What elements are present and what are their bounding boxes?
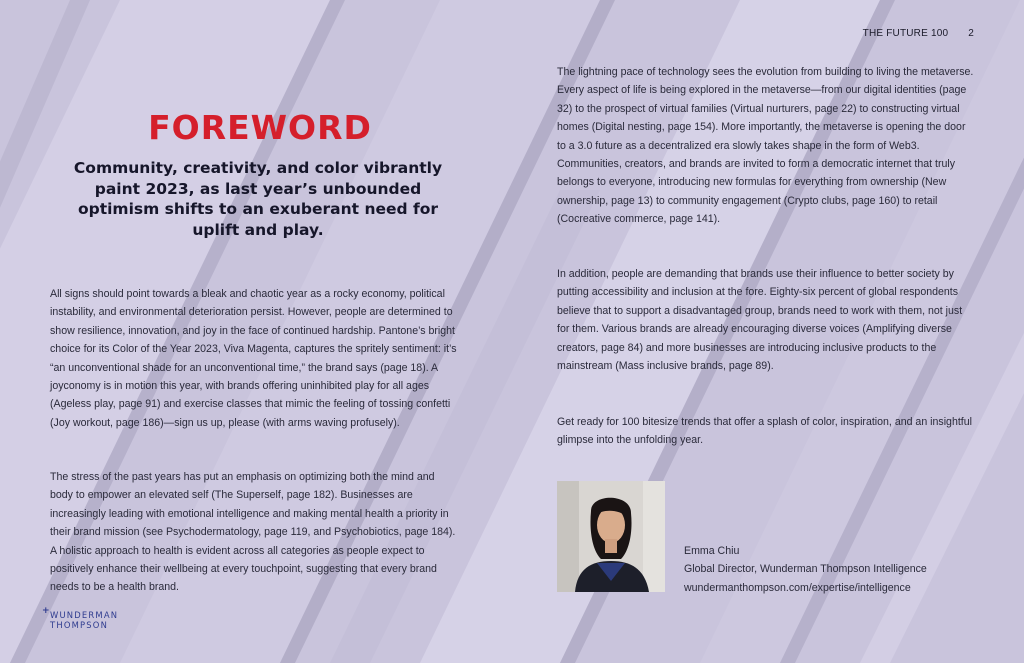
page-title: FOREWORD bbox=[148, 108, 372, 147]
page-number: 2 bbox=[968, 28, 974, 39]
right-paragraph-3: Get ready for 100 bitesize trends that offer a splash of color, inspiration, and an insightful glimpse into the unfolding year. bbox=[557, 416, 972, 447]
logo-line-2: THOMPSON bbox=[50, 620, 109, 630]
right-paragraph-1: The lightning pace of technology sees the evolution from building to living the metaverse. Every aspect of life is being explored in the metaverse—from our digital identities (page 32) to the prospect of virtual families (Virtual nurturers, page 22) to constructing virtual homes (Digital nesting, page 154). More importantly, the metaverse is opening the door to a 3.0 future as a decentralized era slowly takes shape in the form of Web3. Communities, creators, and brands are invited to form a democratic internet that truly belongs to everyone, introducing new formulas for everything from ownership (New ownership, page 13) to community engagement (Crypto clubs, page 160) to retail (Cocreative commerce, page 141). bbox=[557, 66, 974, 226]
author-url: wundermanthompson.com/expertise/intelligence bbox=[684, 581, 911, 594]
subtitle: Community, creativity, and color vibrantly paint 2023, as last year’s unbounded optimism shifts to an exuberant need for uplift and play. bbox=[73, 159, 443, 239]
wunderman-thompson-logo bbox=[42, 606, 119, 630]
logo-line-1: WUNDERMAN bbox=[50, 610, 119, 620]
logo-plus-icon: + bbox=[42, 606, 51, 616]
right-paragraph-2: In addition, people are demanding that brands use their influence to better society by putting accessibility and inclusion at the fore. Eighty-six percent of global respondents believe that to support a disadvantaged group, brands need to work with them, not just for them. Various brands are already encouraging diverse voices (Amplifying diverse creators, page 84) and more businesses are introducing inclusive products to the mainstream (Mass inclusive brands, page 89). bbox=[557, 268, 963, 373]
author-role: Global Director, Wunderman Thompson Intelligence bbox=[684, 563, 927, 576]
author-name: Emma Chiu bbox=[684, 545, 740, 557]
left-paragraph-2: The stress of the past years has put an emphasis on optimizing both the mind and body to empower an elevated self (The Superself, page 182). Businesses are increasingly leading with emotional intelligence and making mental health a priority in their brand mission (see Psychodermatology, page 119, and Psychobiotics, page 184). A holistic approach to health is evident across all categories as people expect to positively enhance their wellbeing at every touchpoint, suggesting that every brand needs to be a health brand. bbox=[50, 471, 456, 594]
publication-name: THE FUTURE 100 bbox=[862, 28, 949, 39]
author-signature bbox=[684, 542, 984, 597]
page-header bbox=[863, 28, 974, 39]
author-photo bbox=[557, 481, 665, 592]
left-paragraph-1: All signs should point towards a bleak and chaotic year as a rocky economy, political instability, and environmental deterioration persist. However, people are determined to show resilience, innovation, and joy in the face of continued hardship. Pantone’s bright choice for its Color of the Year 2023, Viva Magenta, captures the spritely sentiment: it’s “an unconventional shade for an unconventional time,” the brand says (page 18). A joyconomy is in motion this year, with brands offering uninhibited play for all ages (Ageless play, page 91) and exercise classes that mimic the feeling of tossing confetti (Joy workout, page 186)—sign us up, please (with arms waving profusely). bbox=[50, 288, 457, 429]
